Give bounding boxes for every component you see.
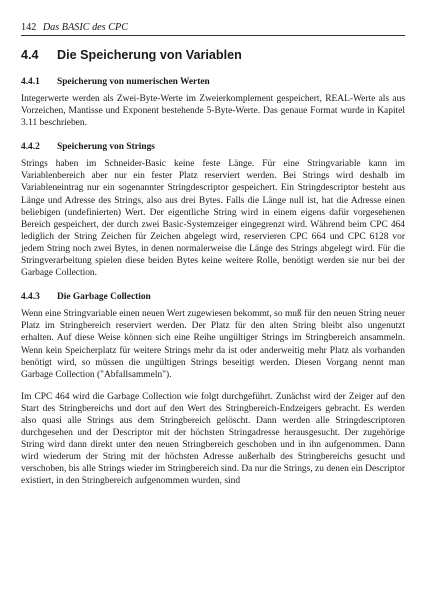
subsection-title: Die Garbage Collection [57,292,151,303]
running-head [21,22,405,36]
subsection-strings [21,141,405,279]
subsection-title: Speicherung von Strings [57,142,155,153]
subsection-garbage-collection [21,291,405,487]
subsection-heading [21,76,405,88]
section-number: 4.4 [21,48,39,62]
subsection-title: Speicherung von numerischen Werten [57,77,210,87]
running-title: Das BASIC des CPC [42,22,129,33]
subsection-number: 4.4.3 [21,292,40,303]
body-paragraph: Im CPC 464 wird die Garbage Collection wie folgt durchgeführt. Zunächst wird der Zeiger auf den Start des Stringbereichs und dort auf den Wert des Stringbereich-Endzeigers gebracht. Es werden also quasi alle Strings aus dem Stringbereich gelöscht. Dann werden alle Stringdescriptoren durchgesehen und der Descriptor mit der höchsten Stringadresse herausgesucht. Der zugehörige String wird dann direkt unter den neuen Stringbereich geschoben und in ihn aufgenommen. Dann wird wiederum der String mit der höchsten Adresse außerhalb des Stringbereichs gesucht und verschoben, bis alle Strings wieder im Stringbereich sind. Da nur die Strings, zu denen ein Descriptor existiert, in den Stringbereich aufgenommen wurden, sind [21,391,405,487]
section-title: Die Speicherung von Variablen [57,48,242,62]
subsection-heading [21,291,405,303]
body-paragraph: Strings haben im Schneider-Basic keine feste Länge. Für eine Stringvariable kann im Variablenbereich aber nur ein fester Platz reserviert werden. Bei Strings wird deshalb im Variableneintrag nur ein sogenannter Stringdescriptor gespeichert. Ein Stringdescriptor besteht aus Länge und Adresse des Strings, also aus drei Bytes. Falls die Länge null ist, hat die Adresse einen beliebigen (undefinierten) Wert. Der eigentliche String wird in einem eigens dafür vorgesehenen Bereich gespeichert, der durch zwei Basic-Systemzeiger eingegrenzt wird. Während beim CPC 464 lediglich der String Zeichen für Zeichen abgelegt wird, reservieren CPC 664 und CPC 6128 vor jedem String noch zwei Bytes, in denen normalerweise die Länge des Strings abgelegt wird. Für die Stringverarbeitung spielen diese beiden Bytes keine weitere Rolle, benötigt werden sie nur bei der Garbage Collection. [21,159,405,279]
subsection-heading [21,141,405,153]
subsection-number: 4.4.1 [21,77,40,87]
body-paragraph: Integerwerte werden als Zwei-Byte-Werte im Zweierkomplement gespeichert, REAL-Werte als aus Vorzeichen, Mantisse und Exponent bestehende 5-Byte-Werte. Das genaue Format wurde in Kapitel 3.11 beschrieben. [21,94,405,129]
book-page [21,22,405,500]
body-paragraph: Wenn eine Stringvariable einen neuen Wert zugewiesen bekommt, so muß für den neuen String neuer Platz im Stringbereich reserviert werden. Der Platz für den alten String bleibt also ungenutzt erhalten. Auf diese Weise können sich eine Reihe ungültiger Strings im Stringbereich ansammeln. Wenn kein Speicherplatz für weitere Strings mehr da ist oder anderweitig mehr Platz als vorhanden benötigt wird, so müssen die ungültigen Strings beseitigt werden. Diesen Vorgang nennt man Garbage Collection ("Abfallsammeln"). [21,309,405,380]
subsection-numeric [21,76,405,129]
section-heading [21,48,405,63]
page-number: 142 [21,22,37,33]
subsection-number: 4.4.2 [21,142,40,153]
paragraph-gap [21,381,405,391]
